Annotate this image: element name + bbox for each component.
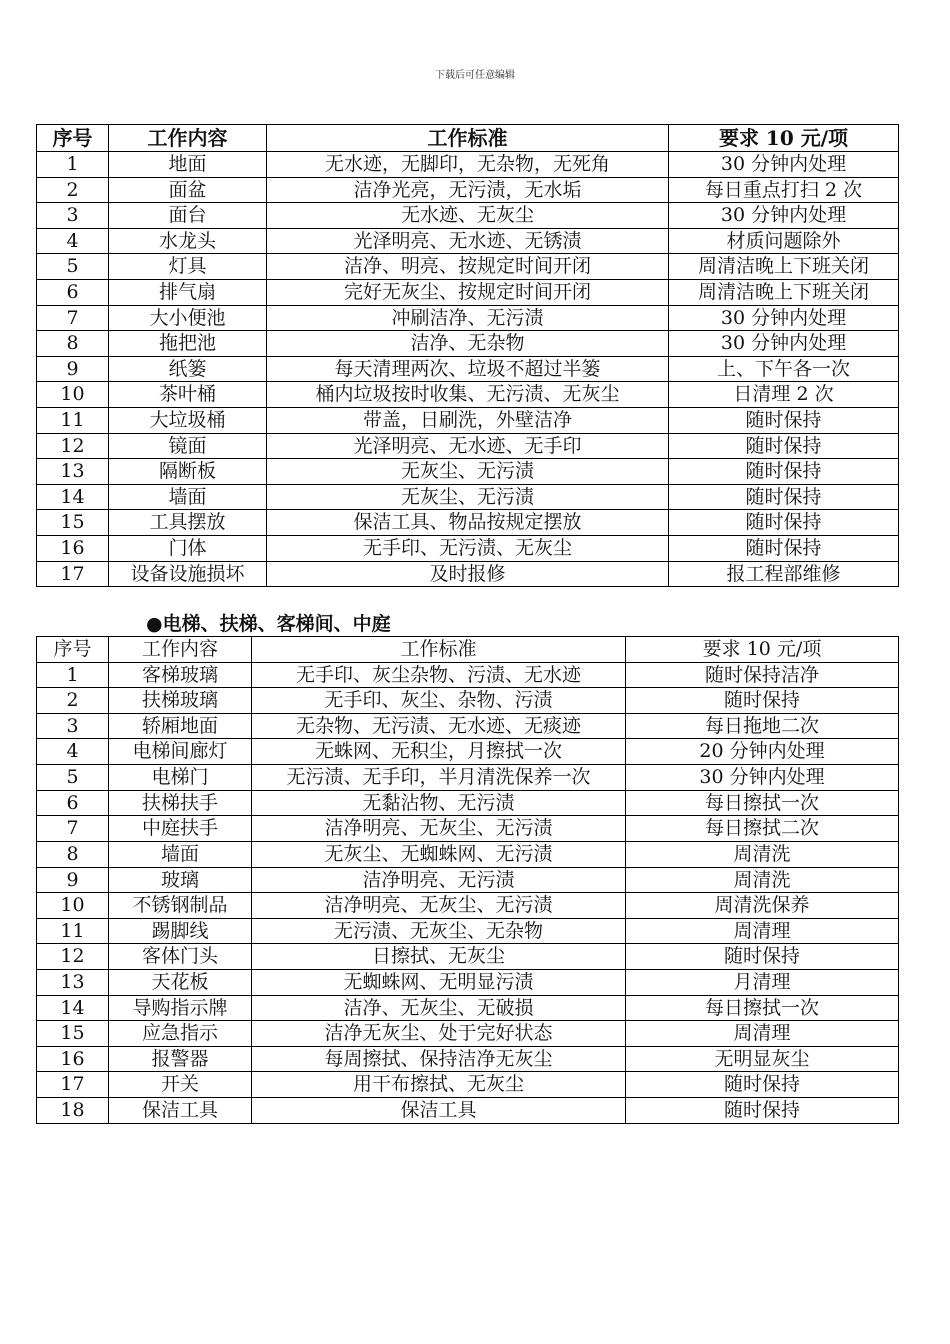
column-header-number: 序号 xyxy=(37,637,109,663)
table-row xyxy=(37,1072,899,1098)
cell-standard: 无黏沾物、无污渍 xyxy=(252,790,626,816)
column-header-requirement: 要求 10 元/项 xyxy=(626,637,899,663)
cell-number: 12 xyxy=(37,433,109,459)
cell-task: 墙面 xyxy=(109,842,252,868)
cell-standard: 每天清理两次、垃圾不超过半篓 xyxy=(267,356,669,382)
cell-task: 茶叶桶 xyxy=(109,382,267,408)
cell-task: 设备设施损坏 xyxy=(109,561,267,587)
cell-number: 8 xyxy=(37,331,109,357)
cell-requirement: 报工程部维修 xyxy=(669,561,899,587)
table-row xyxy=(37,816,899,842)
cell-standard: 无手印、灰尘杂物、污渍、无水迹 xyxy=(252,662,626,688)
cell-number: 1 xyxy=(37,662,109,688)
cell-standard: 无手印、无污渍、无灰尘 xyxy=(267,535,669,561)
cell-requirement: 随时保持 xyxy=(626,944,899,970)
cell-requirement: 每日拖地二次 xyxy=(626,713,899,739)
cell-requirement: 随时保持 xyxy=(669,535,899,561)
cell-task: 电梯门 xyxy=(109,764,252,790)
table-row xyxy=(37,459,899,485)
cell-task: 大小便池 xyxy=(109,305,267,331)
table-row xyxy=(37,944,899,970)
cell-requirement: 周清理 xyxy=(626,918,899,944)
table-row xyxy=(37,867,899,893)
cell-standard: 光泽明亮、无水迹、无手印 xyxy=(267,433,669,459)
cell-task: 灯具 xyxy=(109,254,267,280)
cell-number: 15 xyxy=(37,1021,109,1047)
cell-requirement: 无明显灰尘 xyxy=(626,1046,899,1072)
cell-number: 6 xyxy=(37,279,109,305)
table-row xyxy=(37,662,899,688)
table-row xyxy=(37,970,899,996)
table-row xyxy=(37,561,899,587)
restroom-cleaning-standards-table xyxy=(36,124,899,587)
cell-requirement: 每日重点打扫 2 次 xyxy=(669,177,899,203)
table-row xyxy=(37,1098,899,1124)
table-row xyxy=(37,254,899,280)
cell-number: 9 xyxy=(37,356,109,382)
cell-number: 10 xyxy=(37,893,109,919)
cell-task: 工具摆放 xyxy=(109,510,267,536)
table-row xyxy=(37,356,899,382)
cell-standard: 冲刷洁净、无污渍 xyxy=(267,305,669,331)
cell-standard: 无污渍、无手印，半月清洗保养一次 xyxy=(252,764,626,790)
cell-task: 纸篓 xyxy=(109,356,267,382)
cell-number: 5 xyxy=(37,254,109,280)
table-row xyxy=(37,918,899,944)
cell-number: 2 xyxy=(37,177,109,203)
cell-number: 3 xyxy=(37,203,109,229)
cell-number: 15 xyxy=(37,510,109,536)
cell-standard: 洁净明亮、无污渍 xyxy=(252,867,626,893)
cell-standard: 无手印、灰尘、杂物、污渍 xyxy=(252,688,626,714)
cell-number: 14 xyxy=(37,484,109,510)
cell-standard: 及时报修 xyxy=(267,561,669,587)
cell-requirement: 每日擦拭一次 xyxy=(626,790,899,816)
cell-requirement: 随时保持 xyxy=(669,433,899,459)
table-row xyxy=(37,331,899,357)
cell-task: 中庭扶手 xyxy=(109,816,252,842)
cell-standard: 完好无灰尘、按规定时间开闭 xyxy=(267,279,669,305)
cell-number: 17 xyxy=(37,1072,109,1098)
cell-standard: 无蛛网、无积尘，月擦拭一次 xyxy=(252,739,626,765)
cell-standard: 洁净无灰尘、处于完好状态 xyxy=(252,1021,626,1047)
cell-requirement: 30 分钟内处理 xyxy=(626,764,899,790)
table-row xyxy=(37,484,899,510)
cell-number: 1 xyxy=(37,152,109,178)
table-row xyxy=(37,510,899,536)
cell-number: 2 xyxy=(37,688,109,714)
column-header-task: 工作内容 xyxy=(109,125,267,152)
cell-standard: 洁净光亮，无污渍，无水垢 xyxy=(267,177,669,203)
cell-standard: 洁净明亮、无灰尘、无污渍 xyxy=(252,816,626,842)
cell-requirement: 周清洁晚上下班关闭 xyxy=(669,279,899,305)
cell-task: 大垃圾桶 xyxy=(109,407,267,433)
cell-requirement: 日清理 2 次 xyxy=(669,382,899,408)
cell-number: 7 xyxy=(37,305,109,331)
cell-standard: 无水迹，无脚印，无杂物，无死角 xyxy=(267,152,669,178)
cell-number: 7 xyxy=(37,816,109,842)
cell-number: 11 xyxy=(37,918,109,944)
table-row xyxy=(37,842,899,868)
cell-requirement: 30 分钟内处理 xyxy=(669,305,899,331)
cell-number: 9 xyxy=(37,867,109,893)
cell-task: 地面 xyxy=(109,152,267,178)
table-row xyxy=(37,893,899,919)
cell-requirement: 30 分钟内处理 xyxy=(669,203,899,229)
cell-number: 16 xyxy=(37,1046,109,1072)
cell-number: 17 xyxy=(37,561,109,587)
cell-task: 排气扇 xyxy=(109,279,267,305)
cell-requirement: 月清理 xyxy=(626,970,899,996)
cell-requirement: 周清洗 xyxy=(626,867,899,893)
cell-requirement: 每日擦拭二次 xyxy=(626,816,899,842)
cell-task: 墙面 xyxy=(109,484,267,510)
cell-requirement: 随时保持 xyxy=(669,459,899,485)
section-title-elevators: ●电梯、扶梯、客梯间、中庭 xyxy=(146,613,391,635)
cell-standard: 无污渍、无灰尘、无杂物 xyxy=(252,918,626,944)
cell-requirement: 随时保持洁净 xyxy=(626,662,899,688)
cell-standard: 洁净明亮、无灰尘、无污渍 xyxy=(252,893,626,919)
cell-standard: 带盖，日刷洗，外壁洁净 xyxy=(267,407,669,433)
cell-number: 11 xyxy=(37,407,109,433)
cell-task: 导购指示牌 xyxy=(109,995,252,1021)
table-row xyxy=(37,688,899,714)
cell-number: 3 xyxy=(37,713,109,739)
cell-task: 客梯玻璃 xyxy=(109,662,252,688)
cell-task: 面盆 xyxy=(109,177,267,203)
cell-requirement: 30 分钟内处理 xyxy=(669,331,899,357)
cell-number: 16 xyxy=(37,535,109,561)
cell-number: 5 xyxy=(37,764,109,790)
cell-task: 镜面 xyxy=(109,433,267,459)
cell-number: 8 xyxy=(37,842,109,868)
table-row xyxy=(37,407,899,433)
cell-standard: 保洁工具、物品按规定摆放 xyxy=(267,510,669,536)
cell-standard: 光泽明亮、无水迹、无锈渍 xyxy=(267,228,669,254)
table-header-row xyxy=(37,125,899,152)
cell-standard: 用干布擦拭、无灰尘 xyxy=(252,1072,626,1098)
cell-standard: 无蜘蛛网、无明显污渍 xyxy=(252,970,626,996)
column-header-requirement: 要求 10 元/项 xyxy=(669,125,899,152)
table-row xyxy=(37,203,899,229)
table-row xyxy=(37,305,899,331)
table-row xyxy=(37,1046,899,1072)
cell-standard: 无杂物、无污渍、无水迹、无痰迹 xyxy=(252,713,626,739)
cell-task: 踢脚线 xyxy=(109,918,252,944)
cell-requirement: 周清洁晚上下班关闭 xyxy=(669,254,899,280)
column-header-standard: 工作标准 xyxy=(252,637,626,663)
cell-standard: 无灰尘、无污渍 xyxy=(267,459,669,485)
cell-task: 扶梯玻璃 xyxy=(109,688,252,714)
table-row xyxy=(37,1021,899,1047)
cell-requirement: 每日擦拭一次 xyxy=(626,995,899,1021)
cell-standard: 保洁工具 xyxy=(252,1098,626,1124)
cell-task: 扶梯扶手 xyxy=(109,790,252,816)
cell-requirement: 随时保持 xyxy=(669,510,899,536)
cell-number: 12 xyxy=(37,944,109,970)
table-row xyxy=(37,152,899,178)
table-header-row xyxy=(37,637,899,663)
cell-standard: 无灰尘、无污渍 xyxy=(267,484,669,510)
cell-requirement: 随时保持 xyxy=(669,484,899,510)
cell-task: 隔断板 xyxy=(109,459,267,485)
cell-requirement: 随时保持 xyxy=(669,407,899,433)
table-row xyxy=(37,995,899,1021)
cell-standard: 每周擦拭、保持洁净无灰尘 xyxy=(252,1046,626,1072)
cell-task: 应急指示 xyxy=(109,1021,252,1047)
table-row xyxy=(37,739,899,765)
cell-number: 13 xyxy=(37,459,109,485)
cell-standard: 洁净、无杂物 xyxy=(267,331,669,357)
cell-task: 天花板 xyxy=(109,970,252,996)
table-row xyxy=(37,433,899,459)
cell-number: 18 xyxy=(37,1098,109,1124)
cell-number: 14 xyxy=(37,995,109,1021)
cell-requirement: 周清洗保养 xyxy=(626,893,899,919)
cell-requirement: 上、下午各一次 xyxy=(669,356,899,382)
cell-task: 客体门头 xyxy=(109,944,252,970)
column-header-standard: 工作标准 xyxy=(267,125,669,152)
elevator-cleaning-standards-table xyxy=(36,636,899,1124)
table-row xyxy=(37,790,899,816)
cell-task: 水龙头 xyxy=(109,228,267,254)
cell-task: 玻璃 xyxy=(109,867,252,893)
cell-task: 保洁工具 xyxy=(109,1098,252,1124)
cell-standard: 日擦拭、无灰尘 xyxy=(252,944,626,970)
cell-number: 13 xyxy=(37,970,109,996)
cell-requirement: 30 分钟内处理 xyxy=(669,152,899,178)
cell-task: 开关 xyxy=(109,1072,252,1098)
cell-standard: 洁净、明亮、按规定时间开闭 xyxy=(267,254,669,280)
table-row xyxy=(37,764,899,790)
table-row xyxy=(37,713,899,739)
cell-standard: 桶内垃圾按时收集、无污渍、无灰尘 xyxy=(267,382,669,408)
cell-standard: 无水迹、无灰尘 xyxy=(267,203,669,229)
cell-task: 拖把池 xyxy=(109,331,267,357)
cell-requirement: 周清洗 xyxy=(626,842,899,868)
cell-requirement: 随时保持 xyxy=(626,1098,899,1124)
cell-requirement: 随时保持 xyxy=(626,688,899,714)
cell-number: 10 xyxy=(37,382,109,408)
cell-task: 报警器 xyxy=(109,1046,252,1072)
table-row xyxy=(37,228,899,254)
cell-number: 4 xyxy=(37,739,109,765)
column-header-number: 序号 xyxy=(37,125,109,152)
cell-task: 面台 xyxy=(109,203,267,229)
cell-requirement: 20 分钟内处理 xyxy=(626,739,899,765)
cell-requirement: 周清理 xyxy=(626,1021,899,1047)
cell-task: 不锈钢制品 xyxy=(109,893,252,919)
cell-task: 电梯间廊灯 xyxy=(109,739,252,765)
cell-task: 轿厢地面 xyxy=(109,713,252,739)
column-header-task: 工作内容 xyxy=(109,637,252,663)
cell-requirement: 随时保持 xyxy=(626,1072,899,1098)
cell-number: 4 xyxy=(37,228,109,254)
cell-number: 6 xyxy=(37,790,109,816)
header-note: 下载后可任意编辑 xyxy=(435,70,515,81)
table-row xyxy=(37,535,899,561)
cell-standard: 洁净、无灰尘、无破损 xyxy=(252,995,626,1021)
table-row xyxy=(37,279,899,305)
cell-task: 门体 xyxy=(109,535,267,561)
table-row xyxy=(37,382,899,408)
table-row xyxy=(37,177,899,203)
cell-standard: 无灰尘、无蜘蛛网、无污渍 xyxy=(252,842,626,868)
cell-requirement: 材质问题除外 xyxy=(669,228,899,254)
